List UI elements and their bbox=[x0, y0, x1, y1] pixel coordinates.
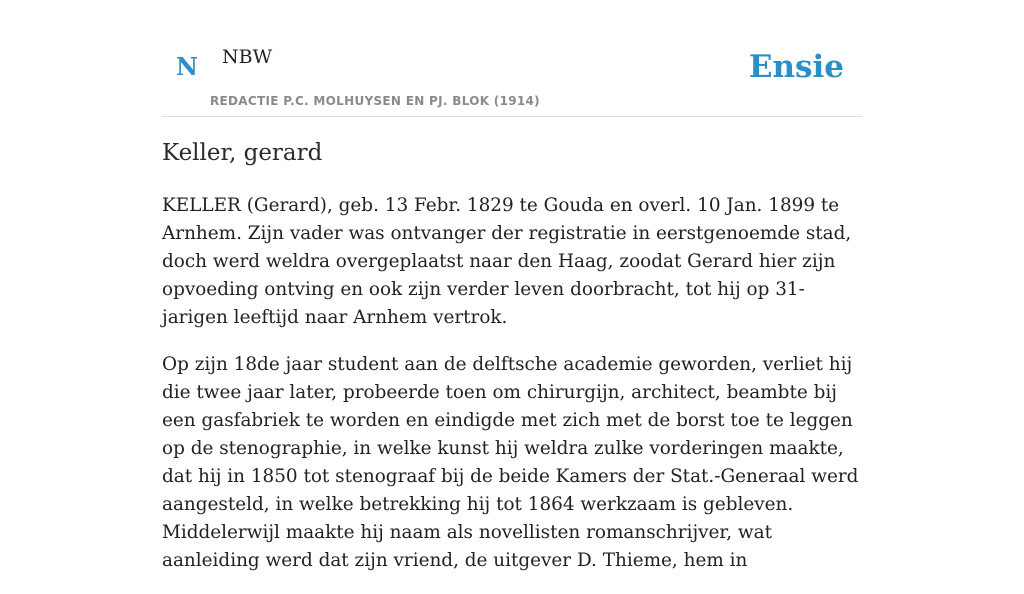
article-paragraph: KELLER (Gerard), geb. 13 Febr. 1829 te Gouda en overl. 10 Jan. 1899 te Arnhem. Zijn vader was ontvanger der registratie in eerstgenoemde stad, doch werd weldra overgeplaatst naar den Haag, zoodat Gerard hier zijn opvoeding ontving en ook zijn verder leven doorbracht, tot hij op 31-jarigen leeftijd naar Arnhem vertrok. bbox=[162, 195, 852, 328]
brand-logo-link[interactable]: Ensie bbox=[748, 49, 844, 85]
source-header bbox=[162, 0, 862, 117]
source-logo-icon[interactable]: N bbox=[176, 52, 198, 81]
article-paragraph: Op zijn 18de jaar student aan de delftsche academie geworden, verliet hij die twee jaar later, probeerde toen om chirurgijn, architect, beambte bij een gasfabriek te worden en eindigde met zich met de borst toe te leggen op de stenographie, in welke kunst hij weldra zulke vorderingen maakte, dat hij in 1850 tot stenograaf bij de beide Kamers der Stat.-Generaal werd aangesteld, in welke betrekking hij tot 1864 werkzaam is gebleven. Middelerwijl maakte hij naam als novellisten romanschrijver, wat aanleiding werd dat zijn vriend, de uitgever D. Thieme, hem in bbox=[162, 354, 859, 571]
article-body bbox=[162, 192, 864, 594]
article-title: Keller, gerard bbox=[162, 140, 323, 166]
source-name[interactable]: NBW bbox=[222, 46, 273, 68]
source-subtitle: REDACTIE P.C. MOLHUYSEN EN PJ. BLOK (1914) bbox=[210, 94, 540, 108]
